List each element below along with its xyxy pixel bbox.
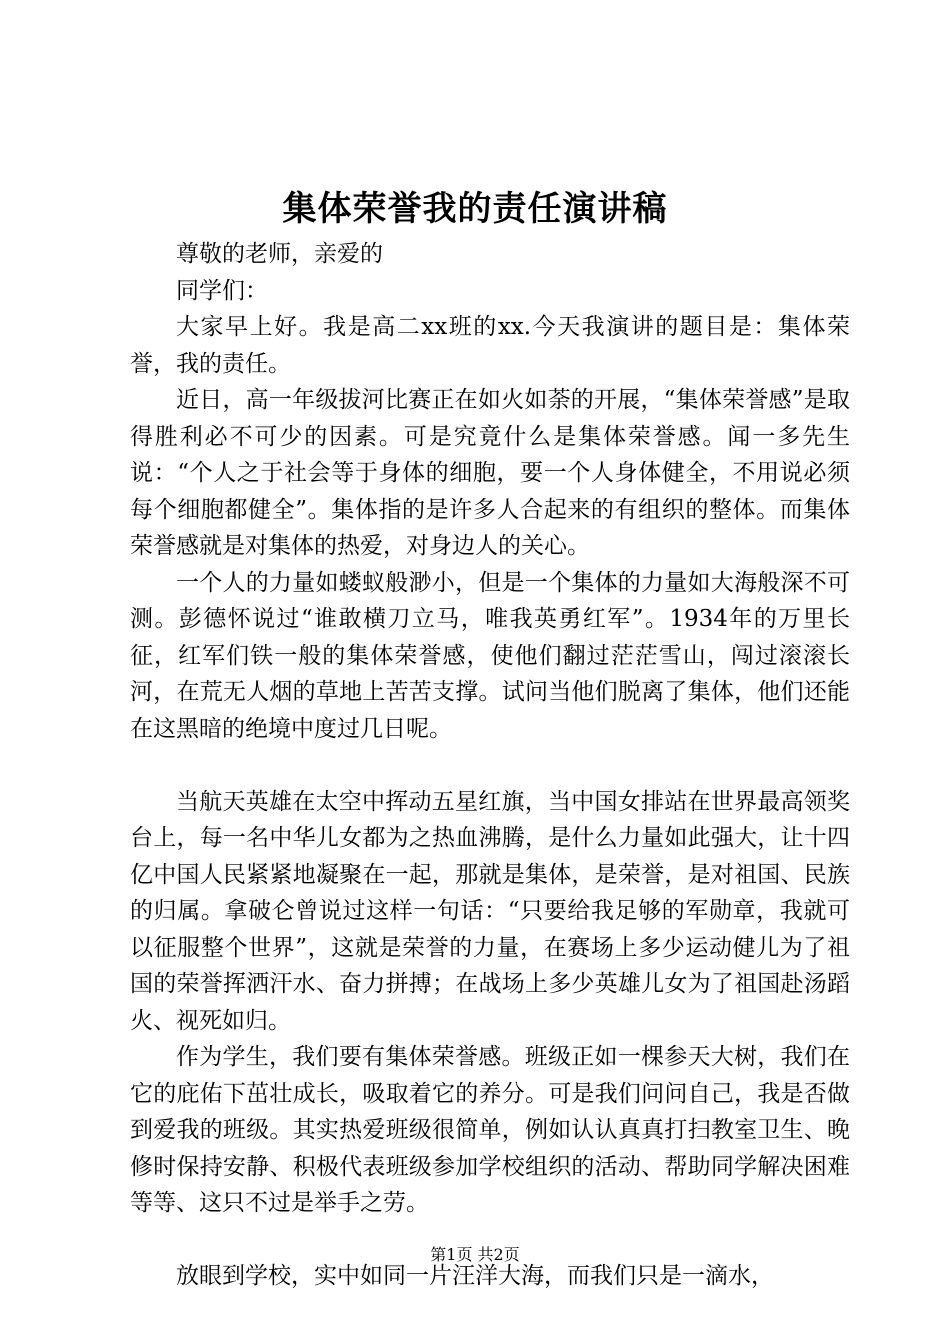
paragraph-national-honor: 当航天英雄在太空中挥动五星红旗，当中国女排站在世界最高领奖台上，每一名中华儿女都为之热血沸腾，是什么力量如此强大，让十四亿中国人民紧紧地凝聚在一起，那就是集体，是荣誉，是对祖国、民族的归属。拿破仑曾说过这样一句话：“只要给我足够的军勋章，我就可以征服整个世界”，这就是荣誉的力量，在赛场上多少运动健儿为了祖国的荣誉挥洒汗水、奋力拼搏；在战场上多少英雄儿女为了祖国赴汤蹈火、视死如归。	[130, 788, 850, 1034]
document-body	[130, 236, 850, 1295]
paragraph-greeting: 大家早上好。我是高二xx班的xx.今天我演讲的题目是：集体荣誉，我的责任。	[130, 314, 850, 377]
paragraph-long-march: 一个人的力量如蝼蚁般渺小，但是一个集体的力量如大海般深不可测。彭德怀说过“谁敢横刀立马，唯我英勇红军”。1934年的万里长征，红军们铁一般的集体荣誉感，使他们翻过茫茫雪山，闯过滚滚长河，在荒无人烟的草地上苦苦支撑。试问当他们脱离了集体，他们还能在这黑暗的绝境中度过几日呢。	[130, 569, 850, 742]
document-title: 集体荣誉我的责任演讲稿	[282, 189, 668, 229]
salutation-line-1: 尊敬的老师，亲爱的	[176, 241, 383, 267]
paragraph-spacer	[130, 747, 850, 784]
paragraph-students: 作为学生，我们要有集体荣誉感。班级正如一棵参天大树，我们在它的庇佑下茁壮成长，吸取着它的养分。可是我们问问自己，我是否做到爱我的班级。其实热爱班级很简单，例如认认真真打扫教室卫生、晚修时保持安静、积极代表班级参加学校组织的活动、帮助同学解决困难等等、这只不过是举手之劳。	[130, 1044, 850, 1216]
paragraph-school: 放眼到学校，实中如同一片汪洋大海，而我们只是一滴水，	[176, 1263, 774, 1289]
paragraph-definition: 近日，高一年级拔河比赛正在如火如荼的开展，“集体荣誉感”是取得胜利必不可少的因素。可是究竟什么是集体荣誉感。闻一多先生说：“个人之于社会等于身体的细胞，要一个人身体健全，不用说必须每个细胞都健全”。集体指的是许多人合起来的有组织的整体。而集体荣誉感就是对集体的热爱，对身边人的关心。	[130, 387, 850, 559]
page-number-footer: 第1页 共2页	[430, 1245, 520, 1264]
salutation-line-2: 同学们：	[176, 277, 268, 304]
